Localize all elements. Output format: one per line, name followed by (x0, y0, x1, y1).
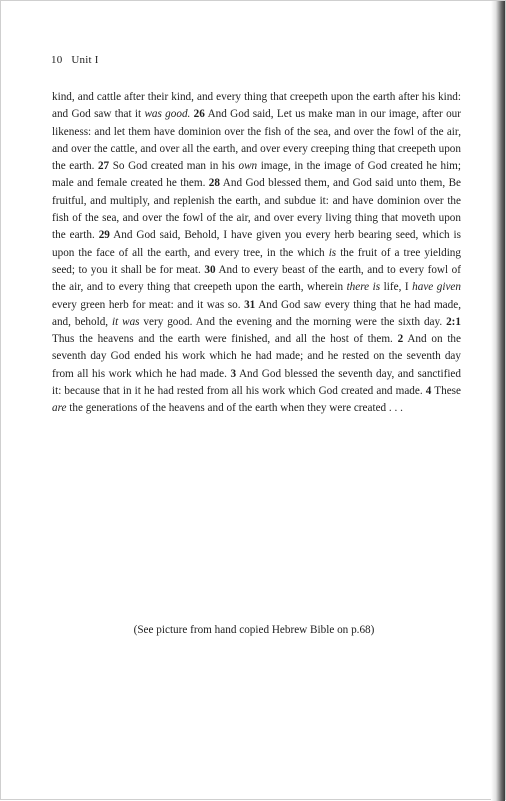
passage-text: And God saw every thing that he had made, and, behold, (52, 298, 461, 328)
passage-text: And God blessed the seventh day, and sanctified it: because that in it he had rested from all his work which God created and made. (52, 367, 461, 398)
page-number: 10 (51, 54, 63, 66)
italic-text: it was (112, 315, 140, 328)
scripture-passage (52, 89, 461, 418)
passage-text: And to every beast of the earth, and to every fowl of the air, and to every thing that creepeth upon the earth, wherein (52, 263, 461, 294)
passage-text: So God created man in his (109, 160, 239, 173)
italic-text: are (52, 402, 67, 415)
passage-text: every green herb for meat: and it was so. (52, 298, 245, 311)
verse-number: 30 (204, 263, 216, 276)
passage-text: kind, and cattle after their kind, and every thing that creepeth upon the earth after his kind: and God saw that it (52, 91, 461, 121)
italic-text: there is (346, 281, 381, 294)
passage-text: And on the seventh day God ended his work which he had made; and he rested on the seventh day from all his work which he had made. (52, 333, 461, 380)
verse-number: 28 (208, 177, 220, 190)
page-edge-shadow (491, 1, 505, 801)
passage-text: life, I (380, 281, 413, 294)
verse-number: 26 (193, 108, 205, 121)
verse-number: 31 (244, 298, 256, 311)
passage-text: the fruit of a tree yielding seed; to you it shall be for meat. (52, 246, 461, 276)
passage-text: very good. And the evening and the morning were the sixth day. (139, 315, 447, 328)
italic-text: was good. (144, 108, 191, 121)
picture-reference-caption: (See picture from hand copied Hebrew Bible on p.68) (133, 624, 375, 636)
verse-number: 2 (397, 333, 404, 346)
running-header (51, 54, 99, 66)
passage-text: And God said, Behold, I have given you every herb bearing seed, which is upon the face of all the earth, and every tree, in the which (52, 229, 461, 259)
verse-number: 29 (98, 229, 110, 242)
passage-text: And God blessed them, and God said unto them, Be fruitful, and multiply, and replenish the earth, and subdue it: and have dominion over the fish of the sea, and over the fowl of the air, and over every living thing that moveth upon the earth. (52, 177, 461, 242)
verse-number: 4 (425, 385, 432, 398)
italic-text: have given (412, 281, 461, 294)
verse-number: 27 (97, 160, 110, 173)
verse-number: 3 (230, 367, 237, 380)
passage-text: And God said, Let us make man in our image, after our likeness: and let them have dominion over the fish of the sea, and over the fowl of the air, and over the cattle, and over all the earth, and over every creeping thing that creepeth upon the earth. (52, 108, 461, 173)
passage-text: the generations of the heavens and of the earth when they were created . . . (66, 402, 403, 415)
passage-text: image, in the image of God created he him; male and female created he them. (52, 160, 461, 190)
unit-label: Unit I (71, 54, 99, 66)
italic-text: is (328, 246, 337, 259)
verse-number: 2:1 (446, 315, 461, 328)
passage-text: These (431, 385, 461, 398)
italic-text: own (238, 160, 258, 173)
passage-text: Thus the heavens and the earth were finished, and all the host of them. (52, 333, 398, 346)
